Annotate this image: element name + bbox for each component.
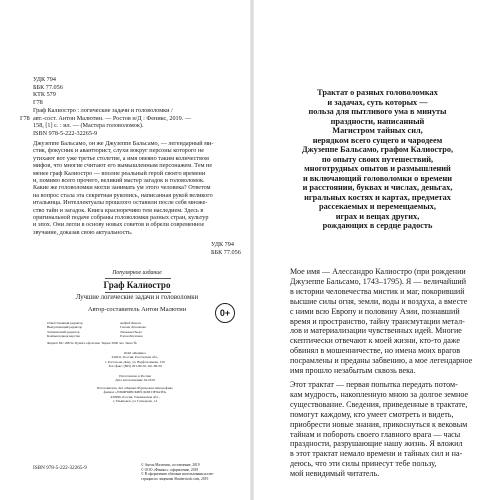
divider bbox=[105, 292, 171, 293]
publisher-line: Тел./факс: (863) 261-89-50, 261-89-59 bbox=[108, 363, 162, 368]
paragraph-line: с ними всю Европу и половину Азии, познавший bbox=[290, 306, 460, 316]
blurb-line: играх и вещах других, bbox=[335, 211, 420, 221]
paragraph-line: посрамлены и преданы забвению, а мое легендарное bbox=[290, 356, 473, 366]
series-label: Популярное издание bbox=[112, 270, 162, 276]
publisher-line: ООО «Феникс» bbox=[123, 351, 147, 355]
copyright-line: © Антон Малютин, составление, 2019 bbox=[141, 463, 200, 467]
blurb-line: Джузеппе Бальсамо, графом Калиостро, bbox=[301, 145, 454, 154]
paragraph-line: мой невидимый читатель. bbox=[290, 469, 380, 479]
divider bbox=[105, 278, 171, 279]
isbn-top: ISBN 978-5-222-32265-9 bbox=[33, 130, 98, 137]
annotation-line: оригинальной подаче собраны головоломки разных стран, культур bbox=[33, 214, 209, 222]
paragraph-line: деюсь, что эти силы принесут тебе пользу, bbox=[290, 459, 437, 469]
blurb-line: рождающих в сердце радость bbox=[322, 221, 433, 230]
printer-line: филиал «УЛЬЯНОВСКИЙ ДОМ ПЕЧАТИ» bbox=[103, 390, 167, 395]
ktk-code: КТК 579 bbox=[33, 91, 56, 98]
credit-role: Компьютерная верстка bbox=[47, 333, 80, 338]
blurb-line: польза для пытливого ума в минуты bbox=[308, 107, 447, 116]
format-text: Формат 84×108/32. Бумага офсетная. Тираж 3000 экз. Заказ № bbox=[47, 341, 137, 345]
blurb-line: праздности, написанный bbox=[330, 116, 425, 126]
annotation-text bbox=[33, 140, 241, 236]
blurb-line: игральных костях и картах, предметах bbox=[304, 192, 451, 202]
blurb-line: по опыту своих путешествий, bbox=[321, 154, 434, 164]
printer-block bbox=[60, 386, 210, 403]
margin-author-sign: Г78 bbox=[20, 114, 30, 122]
paragraph-line: обвинял в мошенничестве, но имена моих врагов bbox=[290, 346, 461, 356]
catalog-title-line1: Граф Калиостро : логические задачи и головоломки / bbox=[33, 107, 173, 114]
credits-roles bbox=[47, 321, 83, 338]
blurb-line: Магистром тайных сил, bbox=[332, 126, 423, 135]
preface-paragraph-2 bbox=[290, 380, 480, 479]
credit-name: Татьяна Пылуг bbox=[120, 329, 143, 334]
annotation-line: и эпох. Они легли в основу новых советов и обрели современное bbox=[33, 221, 205, 229]
format-line bbox=[47, 341, 137, 345]
catalog-title-line2: авт.-сост. Антон Малютин. — Ростов н/Д : Феникс, 2019. — bbox=[33, 114, 192, 122]
paragraph-line: существование. Сведения, приведенные в трактате, bbox=[290, 399, 468, 409]
credits-names bbox=[120, 321, 146, 338]
blurb-line: Трактат о разных головоломках bbox=[317, 88, 438, 97]
paragraph-line: Мое имя — Алессандро Калиостро (при рождении bbox=[290, 267, 466, 276]
credit-role: Технический редактор bbox=[47, 329, 80, 334]
bbk-code: ББК 77.056 bbox=[33, 83, 63, 91]
book-subtitle: Лучшие логические задачи и головоломки bbox=[75, 294, 199, 301]
paragraph-line: приобрести новые знания, прикоснуться к вековым bbox=[290, 419, 468, 429]
publisher-block bbox=[60, 351, 210, 368]
paragraph-line: в этот трактат немало времени и тайных сил и на- bbox=[290, 449, 463, 459]
preface-paragraph-1 bbox=[290, 267, 480, 376]
annotation-line: звучание, доказав свою актуальность. bbox=[33, 228, 133, 236]
blurb-line: многотрудных опытов и размышлений bbox=[304, 164, 451, 173]
catalog-title-line3: 158, [1] с. : ил. — (Мастера головоломок). bbox=[33, 122, 144, 129]
credit-role: Ответственный редактор bbox=[47, 321, 83, 325]
paragraph-line: скептически отвечают к моей жизни, кто-то даже bbox=[290, 336, 460, 346]
paragraph-line: лов и материализации чувственных идей. Многие bbox=[290, 326, 462, 336]
printer-line: 432980, Россия, Ульяновская обл., bbox=[110, 394, 160, 399]
annotation-line: и, помимо всего прочего, великий мастер загадок и головоломок. bbox=[33, 177, 205, 185]
copyright-line: © ООО «Феникс»: оформление, 2019 bbox=[141, 467, 199, 472]
udk-code: УДК 794 bbox=[33, 76, 56, 83]
blurb-line: и расстоянии, буквах и числах, деньгах, bbox=[302, 183, 453, 192]
annotation-line: мифов, что многие считают его вымышленным персонажем. Тем не bbox=[33, 162, 213, 170]
credit-name: Елена Косикова bbox=[120, 333, 143, 338]
blurb-line: и задачах, суть которых — bbox=[327, 97, 428, 107]
made-in: Изготовлено в России bbox=[119, 374, 151, 378]
paragraph-line: высшие силы огня, земли, воды и воздуха, а вместе bbox=[290, 296, 468, 306]
book-author: Автор-составитель Антон Малютин bbox=[87, 306, 187, 313]
udk-code-bottom: УДК 794 bbox=[211, 241, 234, 248]
treatise-blurb bbox=[270, 88, 485, 231]
blurb-line: рассекаемых и перемещаемых, bbox=[319, 202, 436, 211]
annotation-line: менее граф Калиостро — вполне реальный герой своего времени bbox=[33, 169, 206, 177]
paragraph-line: в истории человечества мистик и маг, покоривший bbox=[290, 286, 465, 296]
annotation-line: на вопрос стала эта секретная рукопись, написанная рукой великого bbox=[33, 191, 213, 199]
copyright-line: страции по лицензии Shutterstock.com, 2019 bbox=[141, 476, 209, 481]
annotation-line: итальянца. Интеллектуалы прошлого оставили после себя множе- bbox=[33, 199, 208, 207]
paragraph-line: тайнам и побороть своего главного врага — часы bbox=[290, 429, 461, 439]
printer-line: г. Ульяновск, ул. Гончарова, 14 bbox=[112, 398, 158, 403]
book-title: Граф Калиостро bbox=[103, 280, 171, 290]
blurb-line: нерядком всего сущего и чародеем bbox=[312, 135, 443, 145]
paragraph-line: помогут каждому, кто умеет смотреть и видеть, bbox=[290, 409, 454, 419]
copyright-block bbox=[141, 463, 214, 481]
copyright-line: © В оформлении обложки использованы иллю- bbox=[141, 472, 214, 477]
publisher-line: 344011, Россия, Ростовская обл., bbox=[111, 355, 159, 360]
paragraph-line: Джузеппе Бальсамо, 1743–1795). Я — величайший bbox=[290, 276, 467, 286]
printer-line: Изготовитель: АО «Первая Образцовая типография» bbox=[96, 386, 174, 390]
publisher-line: г. Ростов-на-Дону, ул. Варфоломеева, 150 bbox=[105, 359, 165, 364]
annotation-line: Какие же головоломки могли занимать ум этого человека? Ответом bbox=[33, 184, 211, 192]
made-date: Дата изготовления: 04.2019 bbox=[115, 378, 155, 383]
author-sign: Г78 bbox=[33, 98, 43, 106]
credit-name: Андрей Бахвич bbox=[120, 321, 142, 325]
annotation-line: ство тайн и загадок. Книга красноречиво тем наследием. Здесь в bbox=[33, 206, 204, 214]
paragraph-line: время и пространство, тайну трансмутации метал- bbox=[290, 316, 465, 326]
paragraph-line: Этот трактат — первая попытка передать потом- bbox=[290, 380, 458, 389]
annotation-line: стик, фокусник и авантюрист, слухи вокруг персоны которого не bbox=[33, 147, 204, 155]
paragraph-line: кам мудрость, накопленную мною за долгое земное bbox=[290, 389, 469, 399]
credit-name: Галина Логвинова bbox=[120, 325, 146, 330]
age-rating-badge: 0+ bbox=[215, 303, 235, 323]
paragraph-line: имя прошло незабытым сквозь века. bbox=[290, 366, 416, 376]
annotation-line: утихают вот уже третье столетие, а имя овеяно таким количеством bbox=[33, 154, 209, 162]
credit-role: Выпускающий редактор bbox=[47, 325, 83, 330]
paragraph-line: праздности, разрушающие нашу жизнь. Я вложил bbox=[290, 439, 463, 449]
blurb-line: и включающий головоломки о времени bbox=[302, 173, 453, 183]
annotation-line: Джузеппе Бальсамо, он же Джузеппе Бальсамо, — легендарный ми- bbox=[33, 140, 214, 147]
isbn-bottom: ISBN 978-5-222-32265-9 bbox=[33, 465, 87, 471]
bbk-code-bottom: ББК 77.056 bbox=[211, 248, 241, 256]
manufacture-block bbox=[60, 374, 210, 383]
